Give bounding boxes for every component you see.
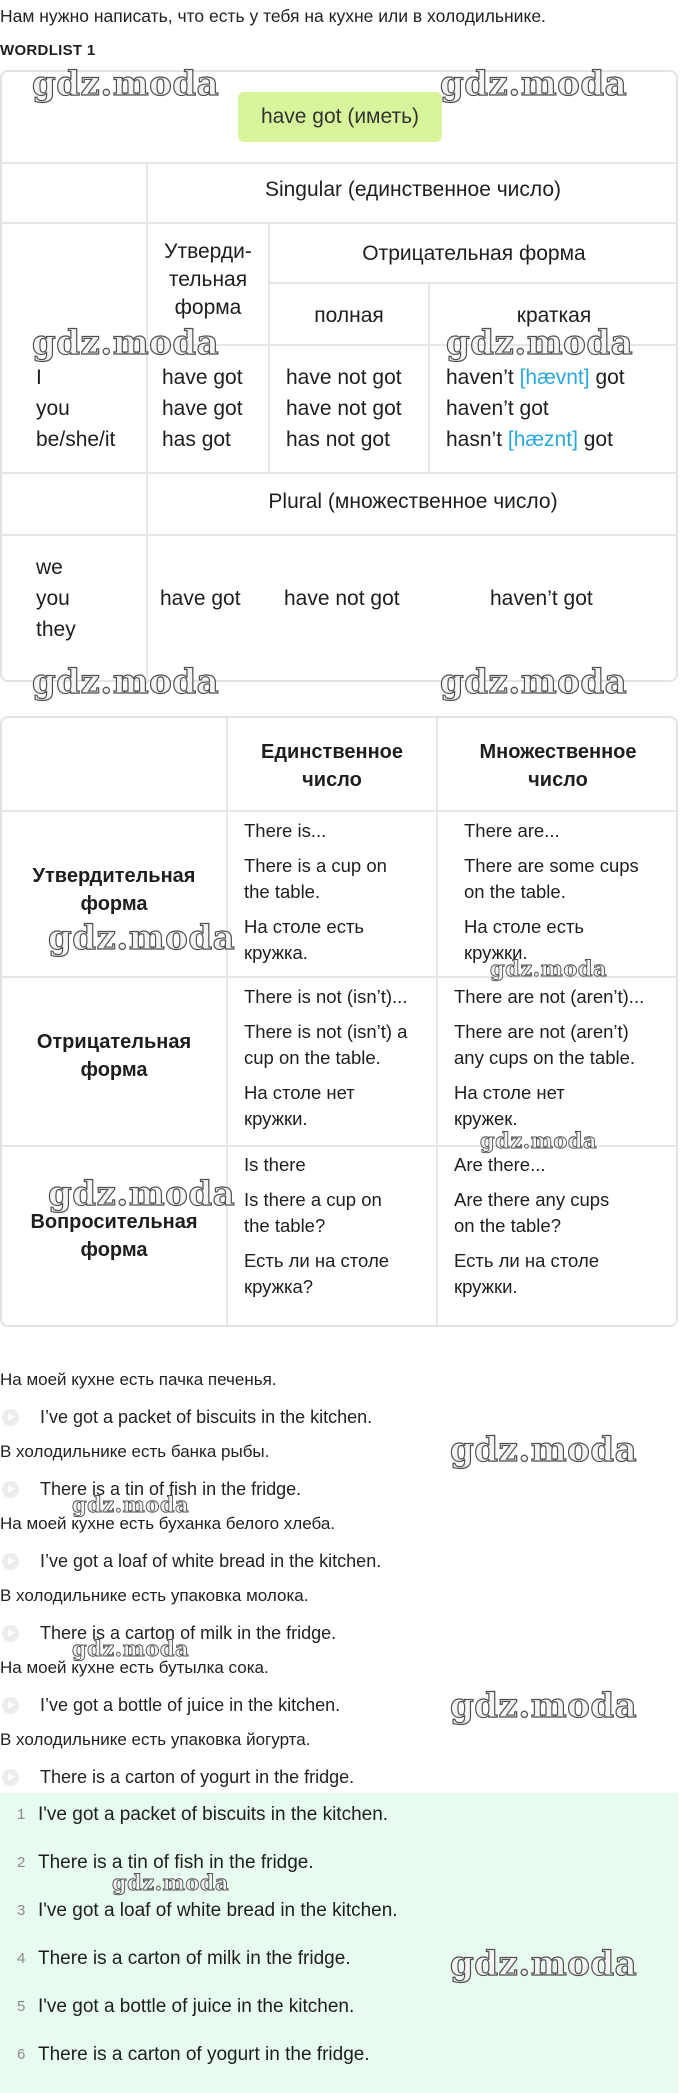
watermark: gdz.moda <box>440 662 628 702</box>
there-is-table <box>0 716 678 1327</box>
full-negative-form: have not got <box>286 366 402 389</box>
watermark: gdz.moda <box>490 956 608 981</box>
russian-sentence: В холодильнике есть упаковка йогурта. <box>0 1730 311 1749</box>
short-negative-form: hasn’t [hæznt] got <box>446 428 613 451</box>
plural-short-negative: haven’t got <box>490 587 593 610</box>
answer-text: I've got a bottle of juice in the kitchen. <box>38 1996 355 2017</box>
have-got-table <box>0 70 678 682</box>
plural-pronoun: they <box>36 618 76 641</box>
english-sentence: I’ve got a loaf of white bread in the kitchen. <box>40 1551 382 1571</box>
answer-number: 6 <box>17 2046 26 2063</box>
full-negative-form: have not got <box>286 397 402 420</box>
watermark: gdz.moda <box>32 662 220 702</box>
affirmative-form: has got <box>162 428 231 451</box>
plural-header: Plural (множественное число) <box>268 490 558 513</box>
watermark: gdz.moda <box>32 323 220 363</box>
answer-text: I've got a packet of biscuits in the kitchen. <box>38 1804 389 1825</box>
russian-sentence: На моей кухне есть бутылка сока. <box>0 1658 269 1677</box>
watermark: gdz.moda <box>450 1944 638 1984</box>
column-header-singular: Единственное число <box>261 741 403 791</box>
singular-cell: There is not (isn’t)... There is not (isn’t) a cup on the table. На столе нет кружки. <box>244 986 408 1129</box>
short-form-header: краткая <box>516 304 592 327</box>
plural-cell: There are... There are some cups on the table. На столе есть кружки. <box>464 820 639 963</box>
affirmative-form: have got <box>162 397 243 420</box>
russian-sentence: На моей кухне есть пачка печенья. <box>0 1370 277 1389</box>
affirmative-form: have got <box>162 366 243 389</box>
watermark: gdz.moda <box>72 1636 190 1661</box>
intro-text: Нам нужно написать, что есть у тебя на кухне или в холодильнике. <box>0 6 546 26</box>
answer-number: 1 <box>17 1806 26 1823</box>
answer-number: 4 <box>17 1950 26 1967</box>
english-sentence: There is a carton of milk in the fridge. <box>40 1623 337 1643</box>
full-form-header: полная <box>314 304 384 327</box>
russian-sentence: На моей кухне есть буханка белого хлеба. <box>0 1514 336 1533</box>
watermark: gdz.moda <box>72 1492 190 1517</box>
play-audio-icon[interactable] <box>2 1697 19 1714</box>
answer-text: There is a carton of yogurt in the fridge. <box>38 2044 370 2065</box>
full-negative-form: has not got <box>286 428 390 451</box>
singular-cell: Is there Is there a cup on the table? Есть ли на столе кружка? <box>244 1154 390 1297</box>
play-audio-icon[interactable] <box>2 1769 19 1786</box>
transcription: [hævnt] <box>519 366 590 389</box>
affirmative-header-2: тельная <box>168 268 248 291</box>
plural-affirmative: have got <box>160 587 241 610</box>
watermark: gdz.moda <box>446 323 634 363</box>
watermark: gdz.moda <box>440 64 628 104</box>
watermark: gdz.moda <box>48 1174 236 1214</box>
play-audio-icon[interactable] <box>2 1625 19 1642</box>
plural-cell: Are there... Are there any cups on the table? Есть ли на столе кружки. <box>454 1154 610 1297</box>
plural-pronoun: we <box>36 556 63 579</box>
plural-cell: There are not (aren’t)... There are not (aren’t) any cups on the table. На столе нет кружек. <box>454 986 645 1129</box>
watermark: gdz.moda <box>450 1686 638 1726</box>
russian-sentence: В холодильнике есть упаковка молока. <box>0 1586 309 1605</box>
watermark: gdz.moda <box>480 1128 598 1153</box>
answer-number: 2 <box>17 1854 26 1871</box>
english-sentence: There is a tin of fish in the fridge. <box>40 1479 302 1499</box>
pronoun: I <box>36 366 42 389</box>
affirmative-header-1: Утверди- <box>164 240 252 263</box>
play-audio-icon[interactable] <box>2 1481 19 1498</box>
column-header-plural: Множественное число <box>479 741 637 791</box>
russian-sentence: В холодильнике есть банка рыбы. <box>0 1442 270 1461</box>
short-negative-form: haven’t [hævnt] got <box>446 366 625 389</box>
english-sentence: I’ve got a packet of biscuits in the kitchen. <box>40 1407 373 1427</box>
pronoun: you <box>36 397 70 420</box>
answer-number: 5 <box>17 1998 26 2015</box>
pronoun: be/she/it <box>36 428 116 451</box>
row-label-negative: Отрицательная форма <box>36 1031 192 1081</box>
negative-header: Отрицательная форма <box>362 242 586 265</box>
singular-cell: There is... There is a cup on the table. На столе есть кружка. <box>244 820 387 963</box>
wordlist-title: WORDLIST 1 <box>0 42 96 59</box>
answer-text: There is a tin of fish in the fridge. <box>38 1852 314 1873</box>
watermark: gdz.moda <box>48 918 236 958</box>
row-label-affirmative: Утвердительная форма <box>32 865 196 915</box>
answer-list <box>0 1793 678 2093</box>
play-audio-icon[interactable] <box>2 1409 19 1426</box>
affirmative-header-3: форма <box>174 296 242 319</box>
watermark: gdz.moda <box>450 1430 638 1470</box>
short-negative-form: haven’t got <box>446 397 549 420</box>
english-sentence: There is a carton of yogurt in the fridge. <box>40 1767 355 1787</box>
answer-text: I've got a loaf of white bread in the kitchen. <box>38 1900 398 1921</box>
answer-number: 3 <box>17 1902 26 1919</box>
plural-full-negative: have not got <box>284 587 400 610</box>
have-got-badge: have got (иметь) <box>238 92 442 142</box>
english-sentence: I’ve got a bottle of juice in the kitchen. <box>40 1695 341 1715</box>
answer-text: There is a carton of milk in the fridge. <box>38 1948 351 1969</box>
singular-header: Singular (единственное число) <box>264 178 562 201</box>
plural-pronoun: you <box>36 587 70 610</box>
watermark: gdz.moda <box>32 64 220 104</box>
watermark: gdz.moda <box>112 1870 230 1895</box>
row-label-interrogative: Вопросительная форма <box>30 1211 198 1261</box>
transcription: [hæznt] <box>507 428 578 451</box>
play-audio-icon[interactable] <box>2 1553 19 1570</box>
